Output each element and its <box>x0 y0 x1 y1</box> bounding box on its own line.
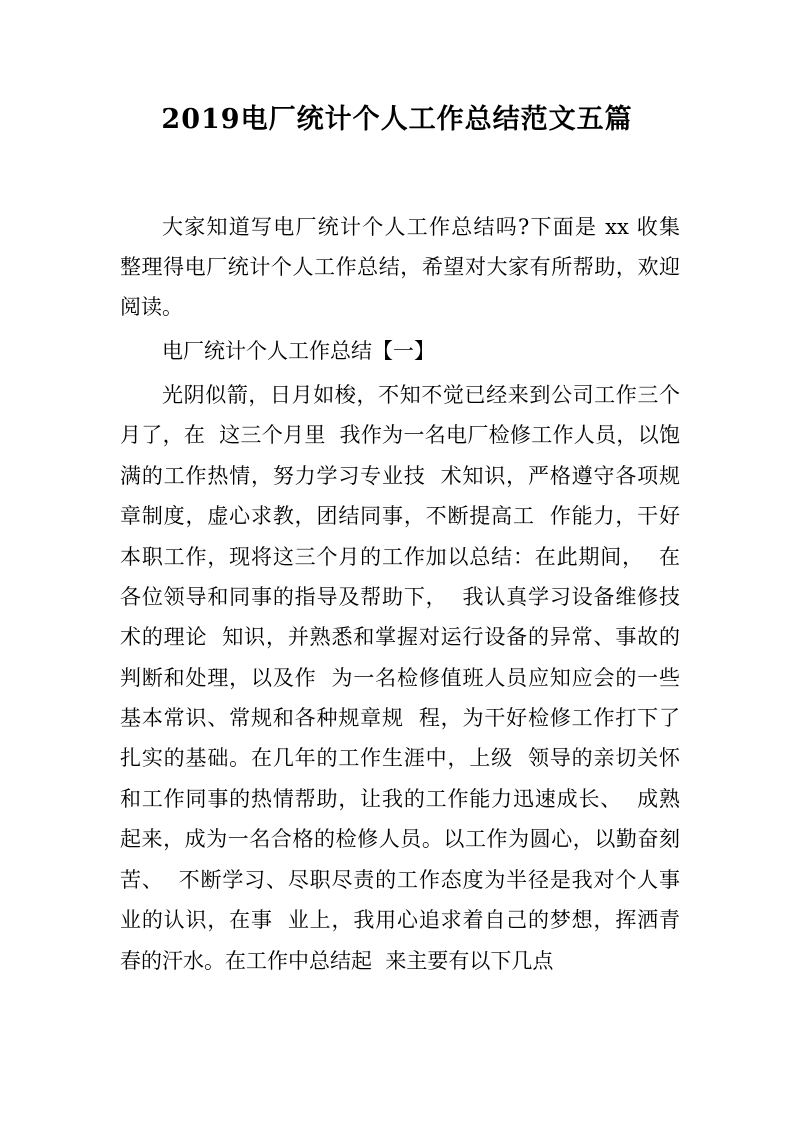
body-line-13: 苦、 不断学习、尽职尽责的工作态度为半径是我对个人事 <box>120 868 680 892</box>
body-line-2: 月了，在 这三个月里 我作为一名电厂检修工作人员，以饱 <box>120 423 680 447</box>
intro-line-1: 大家知道写电厂统计个人工作总结吗?下面是 xx 收集 <box>162 215 680 239</box>
body-line-9: 基本常识、常规和各种规章规 程，为干好检修工作打下了 <box>120 706 680 730</box>
body-line-6: 各位领导和同事的指导及帮助下， 我认真学习设备维修技 <box>120 585 680 609</box>
body-line-8: 判断和处理，以及作 为一名检修值班人员应知应会的一些 <box>120 666 680 690</box>
body-line-11: 和工作同事的热情帮助，让我的工作能力迅速成长、 成熟 <box>120 787 680 811</box>
body-line-4: 章制度，虚心求教，团结同事，不断提高工 作能力，干好 <box>120 504 680 528</box>
body-line-10: 扎实的基础。在几年的工作生涯中，上级 领导的亲切关怀 <box>120 746 680 770</box>
body-line-7: 术的理论 知识，并熟悉和掌握对运行设备的异常、事故的 <box>120 625 680 649</box>
intro-line-2: 整理得电厂统计个人工作总结，希望对大家有所帮助，欢迎 <box>120 255 680 279</box>
body-line-1: 光阴似箭，日月如梭，不知不觉已经来到公司工作三个 <box>162 383 680 407</box>
body-line-14: 业的认识，在事 业上，我用心追求着自己的梦想，挥洒青 <box>120 908 680 932</box>
body-line-5: 本职工作，现将这三个月的工作加以总结：在此期间， 在 <box>120 545 680 569</box>
document-title: 2019电厂统计个人工作总结范文五篇 <box>161 104 633 135</box>
body-line-15: 春的汗水。在工作中总结起 来主要有以下几点 <box>120 949 554 973</box>
body-line-3: 满的工作热情，努力学习专业技 术知识，严格遵守各项规 <box>120 464 680 488</box>
intro-line-3: 阅读。 <box>120 295 183 319</box>
section-heading: 电厂统计个人工作总结【一】 <box>162 339 435 363</box>
body-line-12: 起来，成为一名合格的检修人员。以工作为圆心，以勤奋刻 <box>120 827 680 851</box>
